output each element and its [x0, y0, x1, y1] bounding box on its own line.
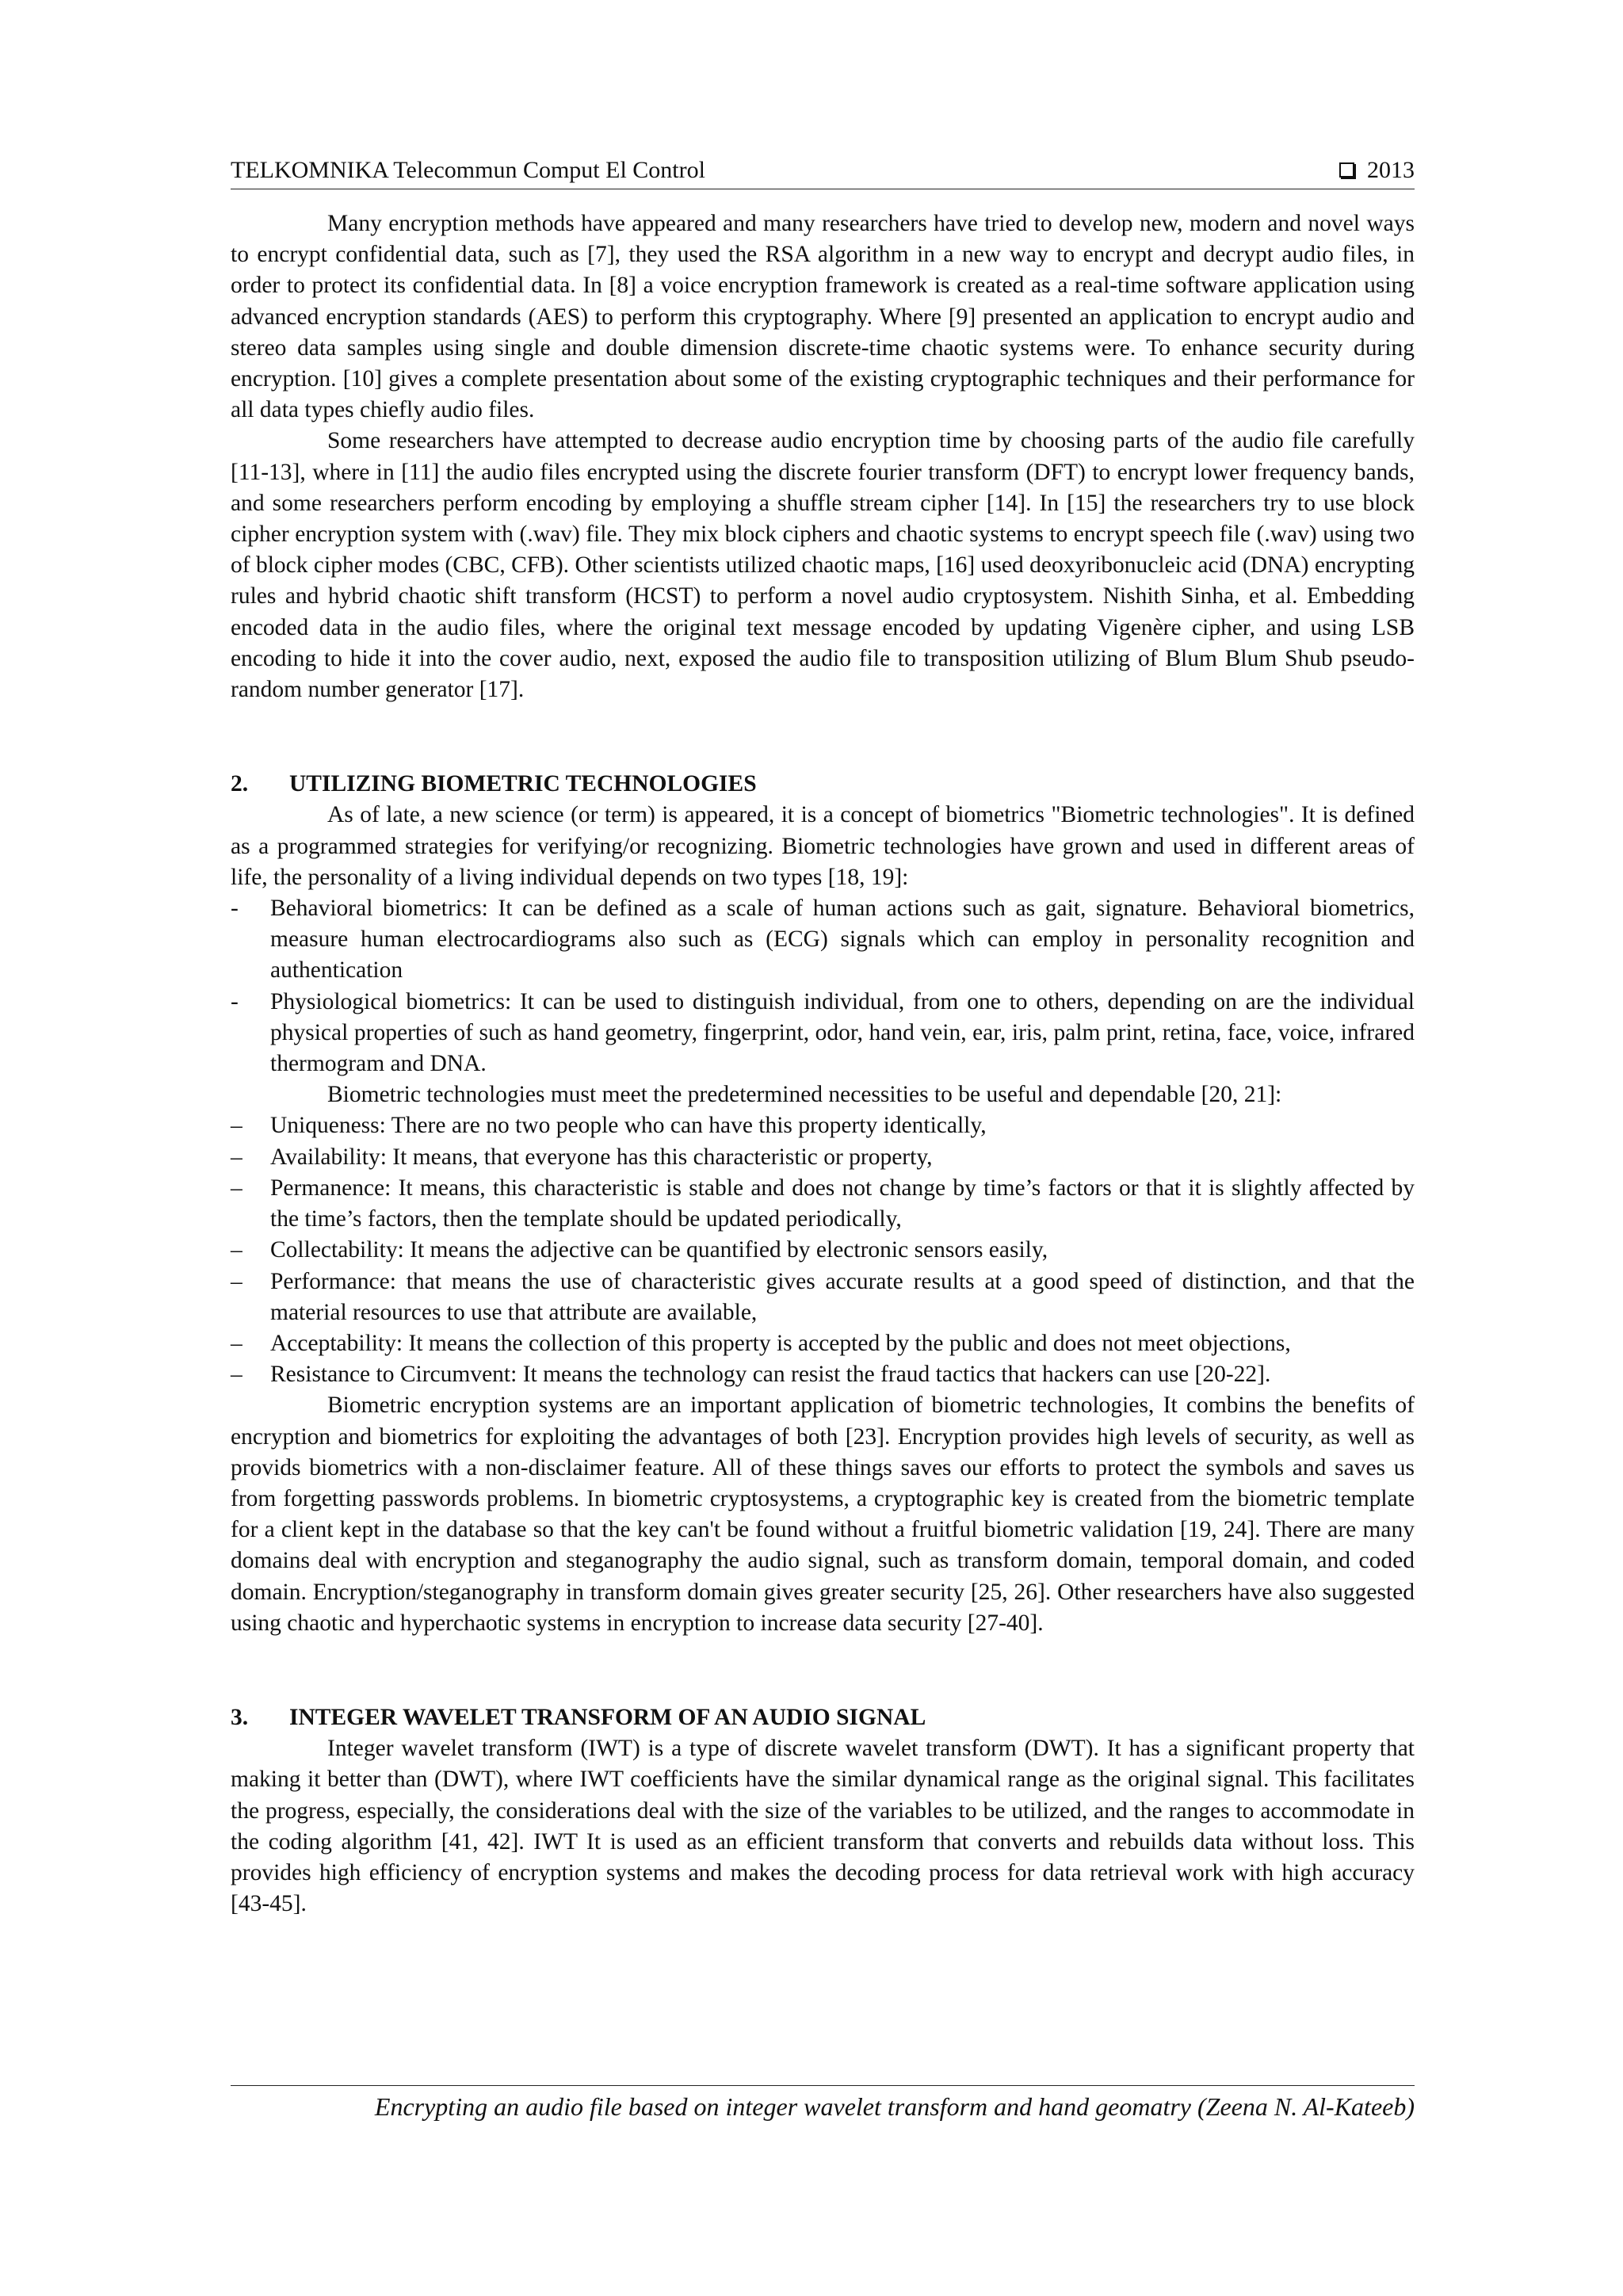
journal-name: TELKOMNIKA Telecommun Comput El Control: [231, 156, 705, 183]
section-number: 3.: [231, 1704, 249, 1730]
footer-title: Encrypting an audio file based on integer wavelet transform and hand geomatry (Zeena N. Al-Kateeb): [374, 2092, 1415, 2121]
list-item: [231, 1235, 1415, 1266]
dash-bullet: -: [231, 988, 239, 1014]
list-item: [231, 893, 1415, 987]
dash-bullet: –: [231, 1330, 242, 1356]
dash-bullet: –: [231, 1175, 242, 1201]
list-item-text: Behavioral biometrics: It can be defined as a scale of human actions such as gait, signature. Behavioral biometrics, measure human electrocardiograms also such as (ECG) signals which can employ in personality recognition and authentication: [270, 896, 1415, 984]
list-item: [231, 1359, 1415, 1390]
section-2-intro: As of late, a new science (or term) is appeared, it is a concept of biometrics "Biometric technologies". It is defined as a programmed strategies for verifying/or recognizing. Biometric technologies have grown and used in different areas of life, the personality of a living individual depends on two types [18, 19]:: [231, 802, 1415, 890]
header-right: [1339, 155, 1415, 185]
dash-bullet: –: [231, 1113, 242, 1139]
section-3-heading: [231, 1702, 1415, 1733]
list-item: [231, 1328, 1415, 1359]
list-item-text: Acceptability: It means the collection of this property is accepted by the public and does not meet objections,: [270, 1330, 1291, 1356]
list-item: [231, 1142, 1415, 1173]
page: [231, 151, 1415, 1920]
dash-bullet: -: [231, 896, 239, 922]
dash-bullet: –: [231, 1237, 242, 1263]
dash-bullet: –: [231, 1144, 242, 1170]
list-item: [231, 1266, 1415, 1328]
section-number: 2.: [231, 771, 249, 797]
body-content: [231, 208, 1415, 1920]
list-item-text: Availability: It means, that everyone has this characteristic or property,: [270, 1144, 933, 1170]
requirements-list: [231, 1110, 1415, 1390]
section-3-paragraph: Integer wavelet transform (IWT) is a type of discrete wavelet transform (DWT). It has a significant property that making it better than (DWT), where IWT coefficients have the similar dynamical range as the original signal. This facilitates the progress, especially, the considerations deal with the size of the variables to be utilized, and the ranges to accommodate in the coding algorithm [41, 42]. IWT It is used as an efficient transform that converts and rebuilds data without loss. This provides high efficiency of encryption systems and makes the decoding process for data retrieval work with high accuracy [43-45].: [231, 1736, 1415, 1917]
list-item: [231, 987, 1415, 1080]
list-item-text: Collectability: It means the adjective can be quantified by electronic sensors easily,: [270, 1237, 1048, 1263]
list-item: [231, 1110, 1415, 1141]
square-bullet-icon: [1339, 162, 1354, 178]
list-item-text: Uniqueness: There are no two people who can have this property identically,: [270, 1113, 987, 1139]
list-item-text: Resistance to Circumvent: It means the technology can resist the fraud tactics that hackers can use [20-22].: [270, 1362, 1271, 1388]
section-2-closing: Biometric encryption systems are an important application of biometric technologies, It combins the benefits of encryption and biometrics for exploiting the advantages of both [23]. Encryption provides high levels of security, as well as provids biometrics with a non-disclaimer feature. All of these things saves our efforts to protect the symbols and saves us from forgetting passwords problems. In biometric cryptosystems, a cryptographic key is created from the biometric template for a client kept in the database so that the key can't be found without a fruitful biometric validation [19, 24]. There are many domains deal with encryption and steganography the audio signal, such as transform domain, temporal domain, and coded domain. Encryption/steganography in transform domain gives greater security [25, 26]. Other researchers have also suggested using chaotic and hyperchaotic systems in encryption to increase data security [27-40].: [231, 1392, 1415, 1636]
issn-number: 2013: [1367, 156, 1415, 183]
list-item-text: Physiological biometrics: It can be used to distinguish individual, from one to others, depending on are the individual physical properties of such as hand geometry, fingerprint, odor, hand vein, ear, iris, palm print, retina, face, voice, infrared thermogram and DNA.: [270, 988, 1415, 1077]
section-title: UTILIZING BIOMETRIC TECHNOLOGIES: [289, 771, 757, 797]
dash-bullet: –: [231, 1268, 242, 1294]
biometric-types-list: [231, 893, 1415, 1079]
intro-paragraph: Many encryption methods have appeared and many researchers have tried to develop new, modern and novel ways to encrypt confidential data, such as [7], they used the RSA algorithm in a new way to encrypt and decrypt audio files, in order to protect its confidential data. In [8] a voice encryption framework is created as a real-time software application using advanced encryption standards (AES) to perform this cryptography. Where [9] presented an application to encrypt audio and stereo data samples using single and double dimension discrete-time chaotic systems were. To enhance security during encryption. [10] gives a complete presentation about some of the existing cryptographic techniques and their performance for all data types chiefly audio files.: [231, 211, 1415, 423]
dash-bullet: –: [231, 1362, 242, 1388]
section-title: INTEGER WAVELET TRANSFORM OF AN AUDIO SIGNAL: [289, 1704, 926, 1730]
running-header: [231, 151, 1415, 189]
list-item: [231, 1173, 1415, 1235]
list-item-text: Permanence: It means, this characteristic is stable and does not change by time’s factors or that it is slightly affected by the time’s factors, then the template should be updated periodically,: [270, 1175, 1415, 1232]
running-footer: [231, 2085, 1415, 2122]
section-2-heading: [231, 769, 1415, 800]
requirements-intro: Biometric technologies must meet the predetermined necessities to be useful and dependable [20, 21]:: [327, 1082, 1282, 1108]
intro-paragraph: Some researchers have attempted to decrease audio encryption time by choosing parts of the audio file carefully [11-13], where in [11] the audio files encrypted using the discrete fourier transform (DFT) to encrypt lower frequency bands, and some researchers perform encoding by employing a shuffle stream cipher [14]. In [15] the researchers try to use block cipher encryption system with (.wav) file. They mix block ciphers and chaotic systems to encrypt speech file (.wav) using two of block cipher modes (CBC, CFB). Other scientists utilized chaotic maps, [16] used deoxyribonucleic acid (DNA) encrypting rules and hybrid chaotic shift transform (HCST) to perform a novel audio cryptosystem. Nishith Sinha, et al. Embedding encoded data in the audio files, where the original text message encoded by updating Vigenère cipher, and using LSB encoding to hide it into the cover audio, next, exposed the audio file to transposition utilizing of Blum Blum Shub pseudo-random number generator [17].: [231, 428, 1415, 703]
list-item-text: Performance: that means the use of characteristic gives accurate results at a good speed of distinction, and that the material resources to use that attribute are available,: [270, 1268, 1415, 1325]
